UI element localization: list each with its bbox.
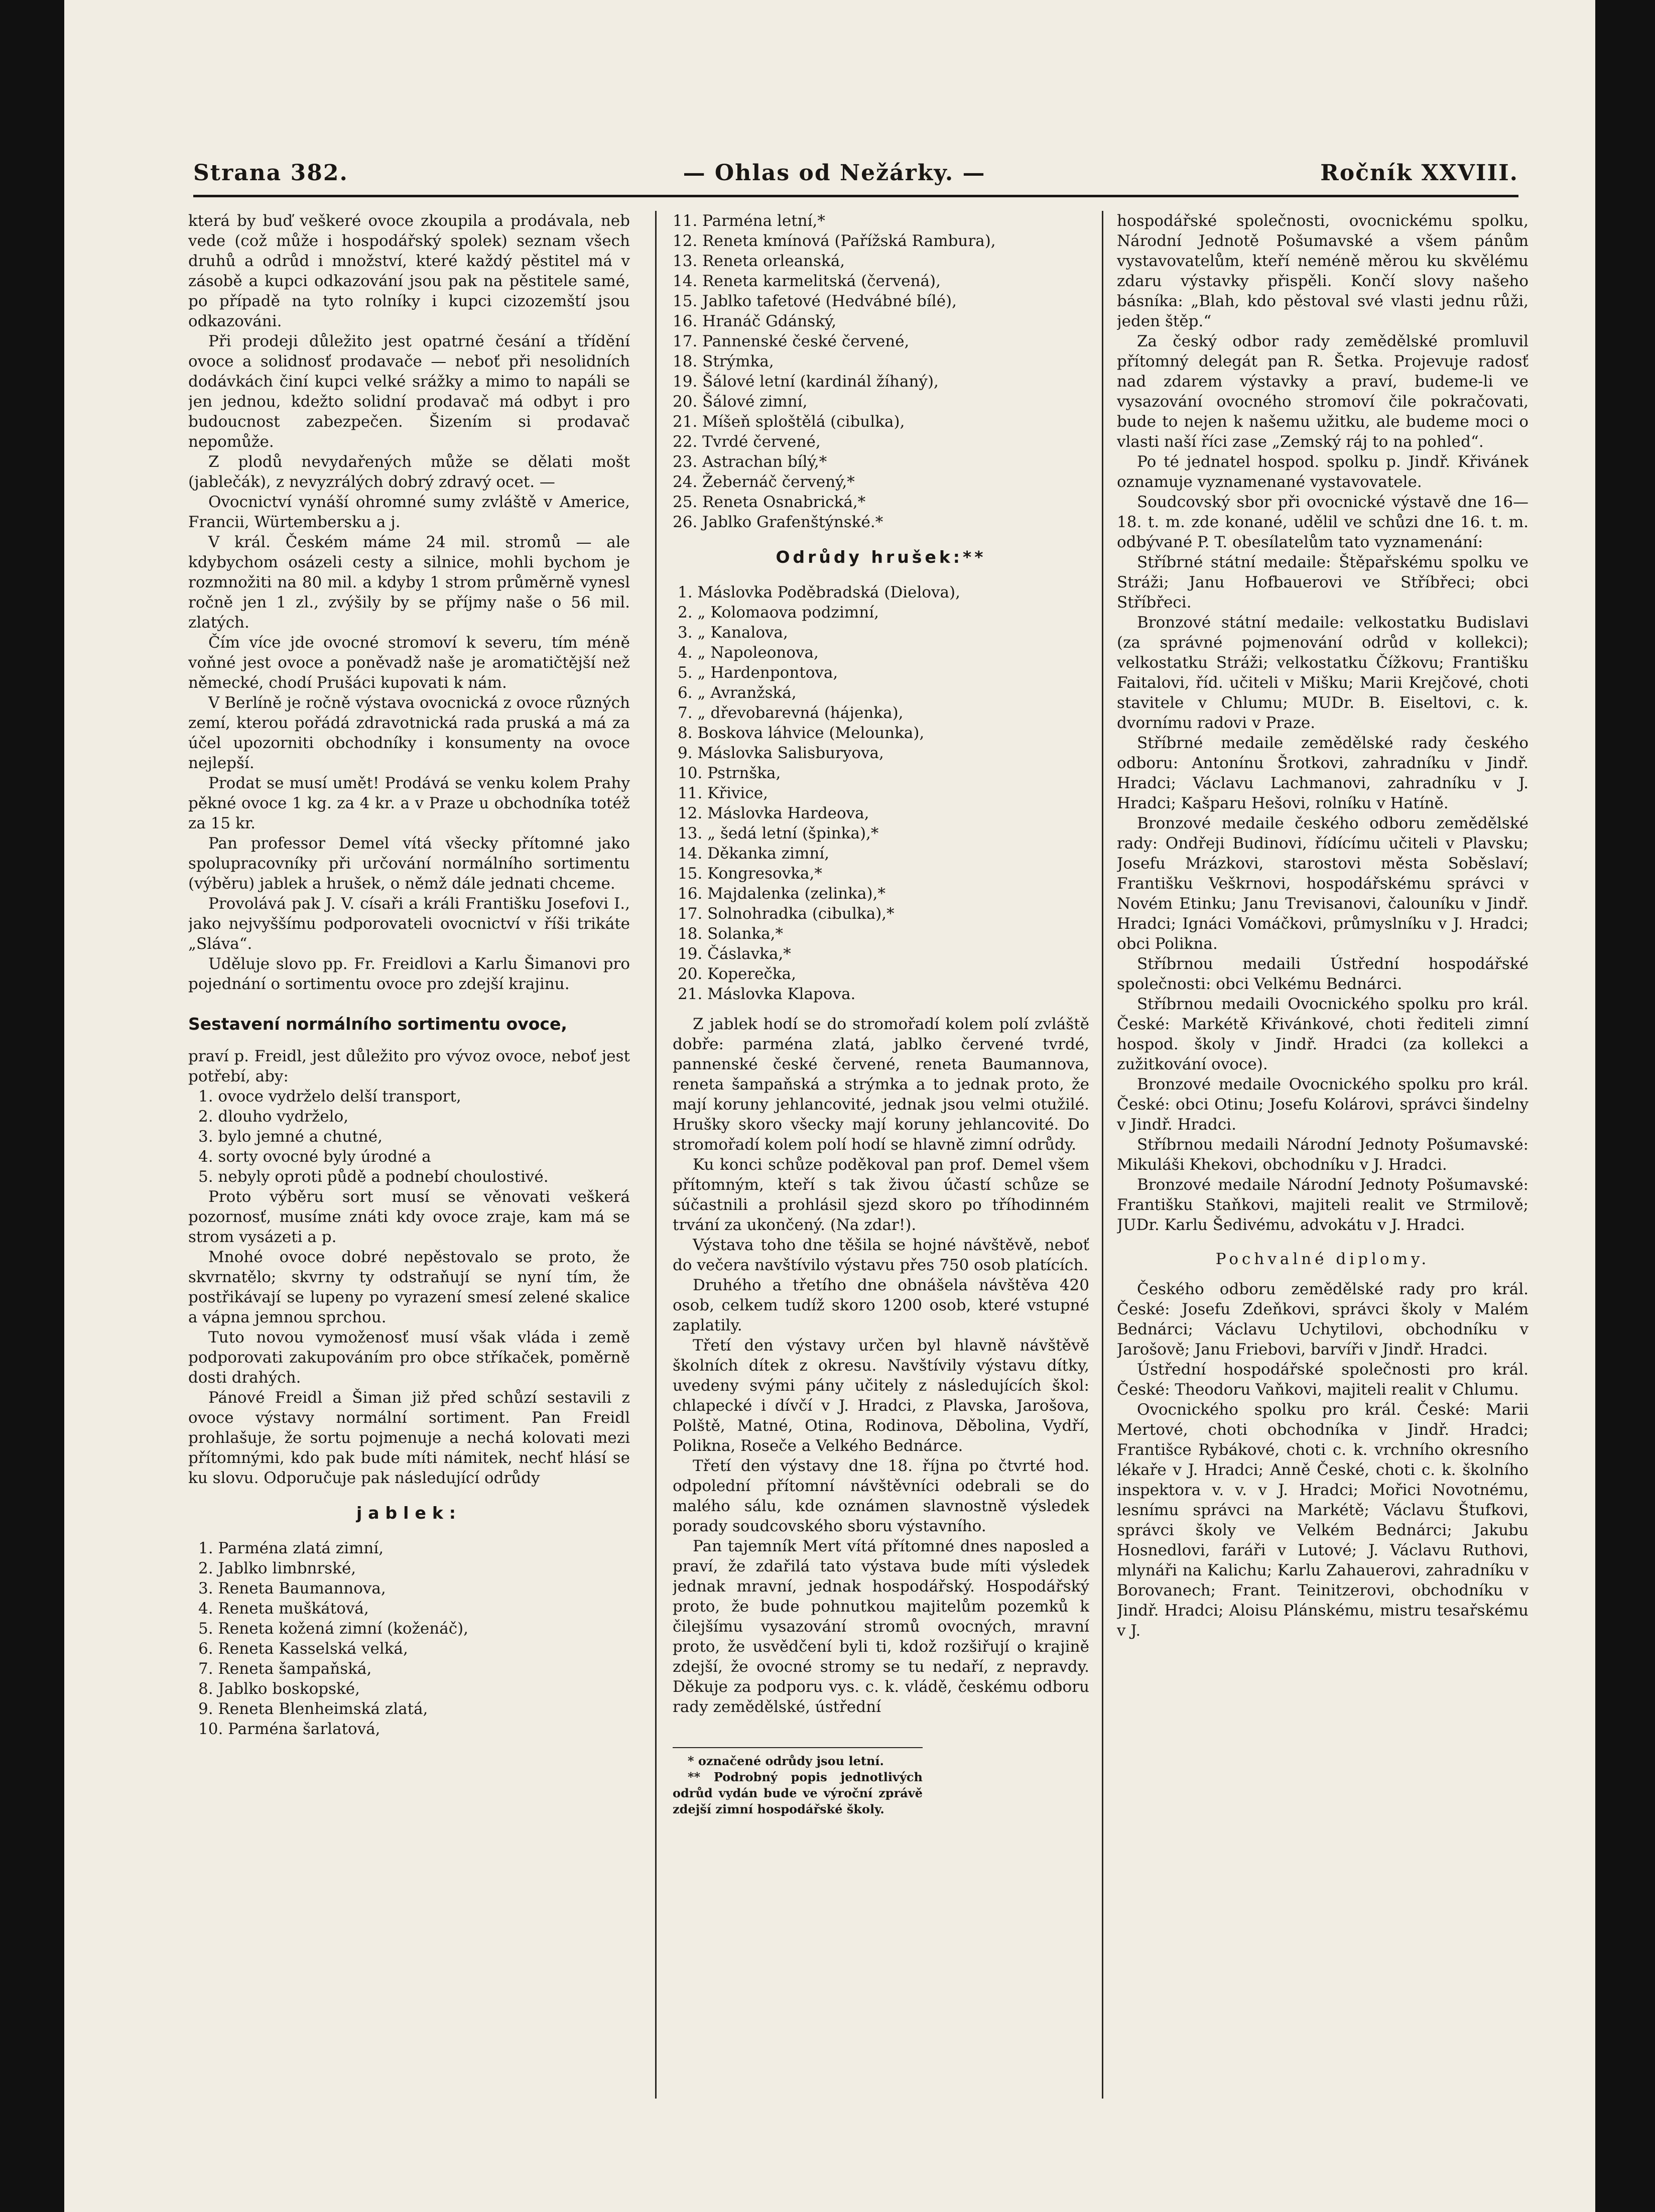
list-item: 5. nebyly oproti půdě a podnebí choulostivé. bbox=[198, 1168, 549, 1186]
list-item: 7. „ dřevobarevná (hájenka), bbox=[678, 704, 904, 722]
list-item: 1. Parména zlatá zimní, bbox=[198, 1539, 384, 1557]
paragraph: Provolává pak J. V. císaři a králi Františku Josefovi I., jako nejvyššímu podporovateli ovocnictví v říši trikáte „Sláva“. bbox=[188, 895, 630, 953]
diplomas-heading: Pochvalné diplomy. bbox=[1215, 1250, 1430, 1268]
masthead-text: Ohlas od Nežárky. bbox=[714, 160, 954, 186]
list-item: 1. Máslovka Poděbradská (Dielova), bbox=[678, 583, 960, 601]
list-item: 9. Máslovka Salisburyova, bbox=[678, 744, 884, 762]
list-item: 25. Reneta Osnabrická,* bbox=[673, 493, 866, 511]
award-paragraph: Stříbrné medaile zemědělské rady českého odboru: Antonínu Šrotkovi, zahradníku v Jindř. Hradci; Václavu Lachmanovi, zahradníku v J. Hradci; Kašparu Hešovi, rolníku v Hatíně. bbox=[1117, 734, 1529, 812]
list-item: 8. Boskova láhvice (Melounka), bbox=[678, 724, 925, 742]
footnote: * označené odrůdy jsou letní. bbox=[688, 1754, 884, 1768]
list-item: 1. ovoce vydrželo delší transport, bbox=[198, 1087, 461, 1105]
list-item: 14. Děkanka zimní, bbox=[678, 844, 830, 863]
paragraph: Čím více jde ovocné stromoví k severu, tím méně voňné jest ovoce a poněvadž naše je aromatičtější než německé, chodí Prušáci kupovati k nám. bbox=[188, 634, 630, 692]
list-item: 24. Žebernáč červený,* bbox=[673, 473, 855, 491]
list-item: 19. Šálové letní (kardinál žíhaný), bbox=[673, 373, 939, 391]
paragraph: Druhého a třetího dne obnášela návštěva 420 osob, celkem tudíž skoro 1200 osob, které vstupné zaplatily. bbox=[673, 1276, 1089, 1334]
list-item: 17. Solnohradka (cibulka),* bbox=[678, 905, 895, 923]
award-paragraph: Bronzové medaile Ovocnického spolku pro král. České: obci Otinu; Josefu Kolárovi, správci šindelny v Jindř. Hradci. bbox=[1117, 1075, 1529, 1134]
paragraph: Mnohé ovoce dobré nepěstovalo se proto, že skvrnatělo; skvrny ty odstraňují se nyní tím, že postřikávají se lupeny po vyrazení smesí zelené skalice a vápna jemnou sprchou. bbox=[188, 1248, 630, 1326]
footnotes bbox=[673, 1747, 923, 1817]
award-paragraph: Stříbrnou medaili Ovocnického spolku pro král. České: Markétě Křivánkové, choti řediteli zimní hospod. školy v Jindř. Hradci (za kollekci a zužitkování ovoce). bbox=[1117, 995, 1529, 1073]
column-divider bbox=[1102, 211, 1103, 2099]
column-3 bbox=[1117, 211, 1529, 2169]
list-item: 9. Reneta Blenheimská zlatá, bbox=[198, 1700, 428, 1718]
paragraph: hospodářské společnosti, ovocnickému spolku, Národní Jednotě Pošumavské a všem pánům vystavovatelům, kteří neméně měrou ku skvělému zdaru výstavky přispěli. Končí slovy našeho básníka: „Blah, kdo pěstoval své vlasti jednu růži, jeden štěp.“ bbox=[1117, 212, 1529, 330]
paragraph: Za český odbor rady zemědělské promluvil přítomný delegát pan R. Šetka. Projevuje radosť nad zdarem výstavky a praví, budeme-li ve vysazování ovocného stromoví čile pokračovati, bude to nejen k našemu užitku, ale budeme moci o vlasti naší říci zase „Zemský ráj to na pohled“. bbox=[1117, 332, 1529, 451]
paragraph: Uděluje slovo pp. Fr. Freidlovi a Karlu Šimanovi pro pojednání o sortimentu ovoce pro zdejší krajinu. bbox=[188, 955, 630, 993]
paragraph: Třetí den výstavy dne 18. října po čtvrté hod. odpolední přítomní návštěvníci odebrali se do malého sálu, kde oznámen slavnostně výsledek porady soudcovského sboru výstavního. bbox=[673, 1457, 1089, 1535]
paragraph: Z jablek hodí se do stromořadí kolem polí zvláště dobře: parména zlatá, jablko červené tvrdé, pannenské české červené, reneta Baumannova, reneta šampaňská a strýmka a to jednak proto, že mají koruny jehlancovité, jednak jsou velmi otužilé. Hrušky skoro všecky mají koruny jehlancovité. Do stromořadí kolem polí hodí se hlavně zimní odrůdy. bbox=[673, 1015, 1089, 1154]
award-paragraph: Bronzové státní medaile: velkostatku Budislavi (za správné pojmenování odrůd v kollekci); velkostatku Stráži; velkostatku Čížkovu; Františku Faitalovi, říd. učiteli v Mišku; Marii Krejčové, choti stavitele v Chlumu; MUDr. B. Eiseltovi, c. k. dvornímu radovi v Praze. bbox=[1117, 613, 1529, 732]
list-item: 21. Míšeň sploštělá (cibulka), bbox=[673, 413, 905, 431]
list-item: 10. Parména šarlatová, bbox=[198, 1720, 380, 1738]
diploma-paragraph: Ovocnického spolku pro král. České: Marii Mertové, choti obchodníka v Jindř. Hradci; Františce Rybákové, choti c. k. vrchního okresního lékaře v J. Hradci; Anně České, choti c. k. školního inspektora v. v. v J. Hradci; Mořici Novotnému, lesnímu správci na Markétě; Václavu Štufkovi, správci školy ve Velkém Bednárci; Jakubu Hosnedlovi, faráři v Lutové; J. Václavu Ruthovi, mlynáři na Kalichu; Karlu Zahauerovi, zahradníku v Borovanech; Frant. Teinitzerovi, obchodníku v Jindř. Hradci; Aloisu Plánskému, mistru tesařskému v J. bbox=[1117, 1401, 1529, 1640]
list-item: 3. bylo jemné a chutné, bbox=[198, 1128, 383, 1146]
list-item: 5. „ Hardenpontova, bbox=[678, 664, 838, 682]
list-item: 2. Jablko limbnrské, bbox=[198, 1559, 356, 1577]
paragraph: Při prodeji důležito jest opatrné česání a třídění ovoce a solidnosť prodavače — neboť při nesolidních dodávkách činí kupci velké srážky a mimo to napáli se jen jednou, kdežto solidní prodavač má odbyt i pro budoucnost zabezpečen. Šizením si prodavač nepomůže. bbox=[188, 332, 630, 451]
paragraph: Soudcovský sbor při ovocnické výstavě dne 16—18. t. m. zde konané, udělil ve schůzi dne 16. t. m. odbývané P. T. obesílatelům tato vyznamenání: bbox=[1117, 493, 1529, 551]
paragraph: Z plodů nevydařených může se dělati mošt (jablečák), z nevyzrálých dobrý zdravý ocet. — bbox=[188, 453, 630, 491]
list-item: 5. Reneta kožená zimní (koženáč), bbox=[198, 1620, 469, 1638]
paragraph: Výstava toho dne těšila se hojné návštěvě, neboť do večera navštívilo výstavu přes 750 osob platících. bbox=[673, 1236, 1089, 1274]
list-item: 13. „ šedá letní (špinka),* bbox=[678, 824, 879, 842]
list-item: 23. Astrachan bílý,* bbox=[673, 453, 827, 471]
list-item: 12. Máslovka Hardeova, bbox=[678, 804, 869, 822]
award-paragraph: Bronzové medaile českého odboru zemědělské rady: Ondřeji Budinovi, řídícímu učiteli v Plavsku; Josefu Mrázkovi, starostovi města Soběslaví; Františku Veškrnovi, hospodářskému správci v Novém Etinku; Janu Trevisanovi, čalouníku v Jindř. Hradci; Ignáci Vomáčkovi, průmyslníku v J. Hradci; obci Polikna. bbox=[1117, 814, 1529, 953]
list-item: 18. Strýmka, bbox=[673, 352, 774, 371]
list-item: 17. Pannenské české červené, bbox=[673, 332, 910, 350]
col1-paragraphs bbox=[188, 211, 630, 994]
header-rule bbox=[193, 195, 1518, 197]
paragraph: Pánové Freidl a Šiman již před schůzí sestavili z ovoce výstavy normální sortiment. Pan Freidl prohlašuje, že sortu pojmenuje a nechá kolovati mezi přítomnými, kdo pak bude míti námitek, nechť hlásí se ku slovu. Odporučuje pak následující odrůdy bbox=[188, 1389, 630, 1487]
list-item: 4. Reneta muškátová, bbox=[198, 1600, 369, 1618]
diploma-paragraph: Ústřední hospodářské společnosti pro král. České: Theodoru Vaňkovi, majiteli realit v Chlumu. bbox=[1117, 1361, 1529, 1399]
list-item: 19. Čáslavka,* bbox=[678, 945, 791, 963]
apples-heading: jablek: bbox=[356, 1503, 462, 1523]
list-item: 13. Reneta orleanská, bbox=[673, 252, 845, 270]
list-item: 6. Reneta Kasselská velká, bbox=[198, 1640, 408, 1658]
award-paragraph: Stříbrnou medaili Národní Jednoty Pošumavské: Mikuláši Khekovi, obchodníku v J. Hradci. bbox=[1117, 1136, 1529, 1174]
list-item: 26. Jablko Grafenštýnské.* bbox=[673, 513, 883, 531]
award-paragraph: Bronzové medaile Národní Jednoty Pošumavské: Františku Staňkovi, majiteli realit ve Strmilově; JUDr. Karlu Šedivému, advokátu v J. Hradci. bbox=[1117, 1176, 1529, 1234]
footnote: ** Podrobný popis jednotlivých odrůd vydán bude ve výroční zprávě zdejší zimní hospodářské školy. bbox=[673, 1770, 923, 1816]
paragraph: Pan professor Demel vítá všecky přítomné jako spolupracovníky při určování normálního sortimentu (výběru) jablek a hrušek, o němž dále jednati chceme. bbox=[188, 834, 630, 893]
list-item: 4. sorty ovocné byly úrodné a bbox=[198, 1148, 431, 1166]
page-header bbox=[193, 151, 1518, 186]
list-item: 8. Jablko boskopské, bbox=[198, 1680, 360, 1698]
diploma-paragraph: Českého odboru zemědělské rady pro král. České: Josefu Zdeňkovi, správci školy v Malém Bednárci; Václavu Uchytilovi, obchodníku v Jarošově; Janu Friebovi, barvíři v Jindř. Hradci. bbox=[1117, 1280, 1529, 1359]
ornament-left: — bbox=[683, 160, 706, 186]
list-item: 3. Reneta Baumannova, bbox=[198, 1579, 386, 1597]
paragraph: Ovocnictví vynáší ohromné sumy zvláště v Americe, Francii, Würtembersku a j. bbox=[188, 493, 630, 531]
section-heading: Sestavení normálního sortimentu ovoce, bbox=[188, 1014, 567, 1034]
list-item: 15. Jablko tafetové (Hedvábné bílé), bbox=[673, 292, 957, 310]
column-2 bbox=[673, 211, 1089, 2169]
masthead-title bbox=[683, 160, 986, 186]
conditions-list bbox=[188, 1086, 630, 1187]
list-item: 16. Majdalenka (zelinka),* bbox=[678, 885, 885, 903]
paragraph: Prodat se musí umět! Prodává se venku kolem Prahy pěkné ovoce 1 kg. za 4 kr. a v Praze u obchodníka totéž za 15 kr. bbox=[188, 774, 630, 832]
list-item: 10. Pstrnška, bbox=[678, 764, 781, 782]
apples-list-continued bbox=[673, 211, 1089, 532]
award-paragraph: Stříbrné státní medaile: Štěpařskému spolku ve Stráži; Janu Hofbauerovi ve Stříbřeci; obci Stříbřeci. bbox=[1117, 553, 1529, 611]
list-item: 21. Máslovka Klapova. bbox=[678, 985, 856, 1003]
list-item: 4. „ Napoleonova, bbox=[678, 644, 819, 662]
list-item: 18. Solanka,* bbox=[678, 925, 784, 943]
list-item: 2. dlouho vydrželo, bbox=[198, 1108, 349, 1126]
column-1 bbox=[188, 211, 630, 2169]
page-number: Strana 382. bbox=[193, 160, 348, 186]
paragraph: V král. Českém máme 24 mil. stromů — ale kdybychom osázeli cesty a silnice, mohli bychom je rozmnožiti na 80 mil. a kdyby 1 strom průměrně vynesl ročně jen 1 zl., zvýšily by se příjmy naše o 56 mil. zlatých. bbox=[188, 533, 630, 632]
list-item: 7. Reneta šampaňská, bbox=[198, 1660, 372, 1678]
paragraph: Třetí den výstavy určen byl hlavně návštěvě školních dítek z okresu. Navštívily výstavu dítky, uvedeny svými pány učitely z následujících škol: chlapecké i dívčí v J. Hradci, z Plavska, Jarošova, Polště, Matné, Otina, Rodinova, Děbolina, Vydří, Polikna, Roseče a Velkého Bednárce. bbox=[673, 1336, 1089, 1455]
section-intro: praví p. Freidl, jest důležito pro vývoz ovoce, neboť jest potřebí, aby: bbox=[188, 1047, 630, 1085]
list-item: 20. Koperečka, bbox=[678, 965, 796, 983]
paragraph: V Berlíně je ročně výstava ovocnická z ovoce různých zemí, kterou pořádá zdravotnická rada pruská a má za účel upozorniti obchodníky i konsumenty na ovoce nejlepší. bbox=[188, 694, 630, 772]
list-item: 14. Reneta karmelitská (červená), bbox=[673, 272, 941, 290]
list-item: 15. Kongresovka,* bbox=[678, 865, 822, 883]
list-item: 11. Křivice, bbox=[678, 784, 769, 802]
pears-heading: Odrůdy hrušek:** bbox=[776, 547, 986, 567]
paragraph: Tuto novou vymoženosť musí však vláda i země podporovati zakupováním pro obce stříkaček, poměrně dosti drahých. bbox=[188, 1328, 630, 1387]
list-item: 6. „ Avranžská, bbox=[678, 684, 797, 702]
pears-list bbox=[673, 582, 1089, 1004]
list-item: 3. „ Kanalova, bbox=[678, 624, 788, 642]
list-item: 16. Hranáč Gdánský, bbox=[673, 312, 837, 330]
paragraph: Po té jednatel hospod. spolku p. Jindř. Křivánek oznamuje vyznamenané vystavovatele. bbox=[1117, 453, 1529, 491]
column-divider bbox=[655, 211, 657, 2099]
paragraph: Ku konci schůze poděkoval pan prof. Demel všem přítomným, kteří s tak živou účastí schůze se súčastnili a prohlásil sjezd skoro po tříhodinném trvání za ukončený. (Na zdar!). bbox=[673, 1156, 1089, 1234]
paragraph: která by buď veškeré ovoce zkoupila a prodávala, neb vede (což může i hospodářský spolek) seznam všech druhů a odrůd i množství, které každý pěstitel má v zásobě a kupci odkazování jsou pak na pěstitele samé, po případě na tyto rolníky i kupci cizozemští jsou odkazováni. bbox=[188, 212, 630, 330]
award-paragraph: Stříbrnou medaili Ústřední hospodářské společnosti: obci Velkému Bednárci. bbox=[1117, 955, 1529, 993]
ornament-right: — bbox=[962, 160, 986, 186]
list-item: 11. Parména letní,* bbox=[673, 212, 825, 230]
list-item: 12. Reneta kmínová (Pařížská Rambura), bbox=[673, 232, 996, 250]
volume-label: Ročník XXVIII. bbox=[1320, 160, 1518, 186]
paragraph: Proto výběru sort musí se věnovati veškerá pozornosť, musíme znáti kdy ovoce zraje, kam má se strom vysázeti a p. bbox=[188, 1188, 630, 1246]
apples-list bbox=[188, 1538, 630, 1739]
list-item: 22. Tvrdé červené, bbox=[673, 433, 821, 451]
list-item: 2. „ Kolomaova podzimní, bbox=[678, 603, 879, 622]
paragraph: Pan tajemník Mert vítá přítomné dnes naposled a praví, že zdařilá tato výstava bude míti výsledek jednak mravní, jednak hospodářský. Hospodářský proto, že bude pohnutkou majitelům pozemků k čilejšímu vysazování stromů ovocných, mravní proto, že usvědčení byli ti, kdož rozšiřují o krajině zdejší, že ovocné stromy se tu nedaří, z nepravdy. Děkuje za podporu vys. c. k. vládě, českému odboru rady zemědělské, ústřední bbox=[673, 1537, 1089, 1716]
list-item: 20. Šálové zimní, bbox=[673, 393, 808, 411]
